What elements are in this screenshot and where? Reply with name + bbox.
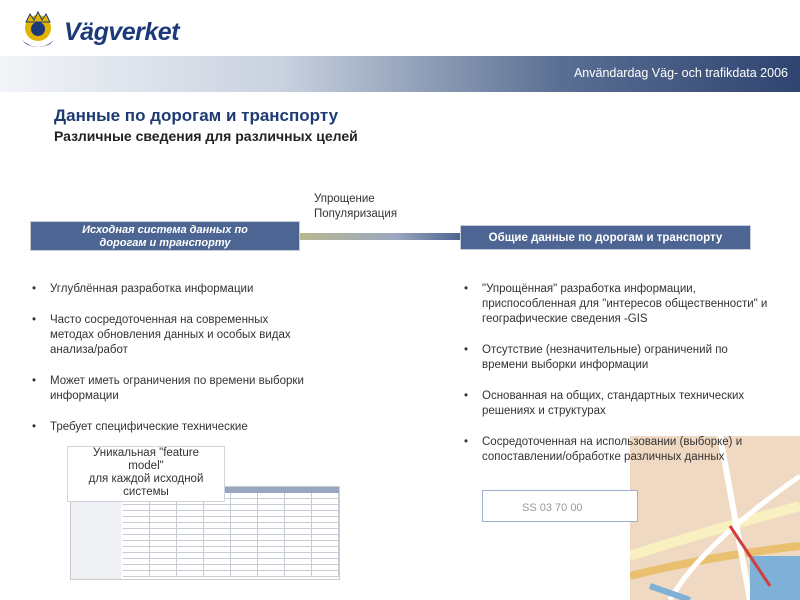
- logo-text: Vägverket: [64, 18, 180, 46]
- list-item: • Углублённая разработка информации: [30, 282, 310, 297]
- feature-line4: системы: [123, 486, 169, 498]
- common-data-box: Общие данные по дорогам и транспорту: [460, 225, 751, 250]
- banner-text: Användardag Väg- och trafikdata 2006: [573, 66, 788, 80]
- list-item: • Может иметь ограничения по времени выборки информации: [30, 374, 310, 404]
- simplify-line1: Упрощение: [314, 193, 375, 205]
- page-title: Данные по дорогам и транспорту: [54, 106, 339, 125]
- feature-line2: model": [128, 460, 164, 472]
- list-item: • Требует специфические технические: [30, 420, 310, 435]
- connector-arrow: [300, 233, 460, 240]
- left-bullet-list: [30, 282, 310, 451]
- source-system-line2: дорогам и транспорту: [99, 237, 231, 249]
- partial-code-text: SS 03 70 00: [522, 502, 583, 514]
- source-system-line1: Исходная система данных по: [82, 224, 248, 236]
- header-banner: [0, 56, 800, 92]
- simplify-label: [314, 192, 397, 222]
- screenshot-table: [123, 493, 339, 577]
- list-item: • Сосредоточенная на использовании (выборке) и сопоставлении/обработке различных данных: [462, 435, 774, 465]
- feature-line3: для каждой исходной: [88, 473, 204, 485]
- list-item: • Часто сосредоточенная на современных методах обновления данных и особых видах анализа/работ: [30, 313, 310, 358]
- simplify-line2: Популяризация: [314, 208, 398, 220]
- source-system-box: [30, 221, 300, 251]
- list-item: • Отсутствие (незначительные) ограничений по времени выборки информации: [462, 343, 774, 373]
- list-item: • "Упрощённая" разработка информации, приспособленная для "интересов общественности" и географические сведения -GIS: [462, 282, 774, 327]
- feature-model-callout: [67, 446, 225, 502]
- list-item: • Основанная на общих, стандартных технических решениях и структурах: [462, 389, 774, 419]
- feature-line1: Уникальная "feature: [93, 447, 199, 459]
- page-subtitle: Различные сведения для различных целей: [54, 128, 358, 144]
- right-bullet-list: [462, 282, 774, 481]
- vagverket-logo: [16, 10, 196, 54]
- crown-seal-icon: [16, 10, 60, 54]
